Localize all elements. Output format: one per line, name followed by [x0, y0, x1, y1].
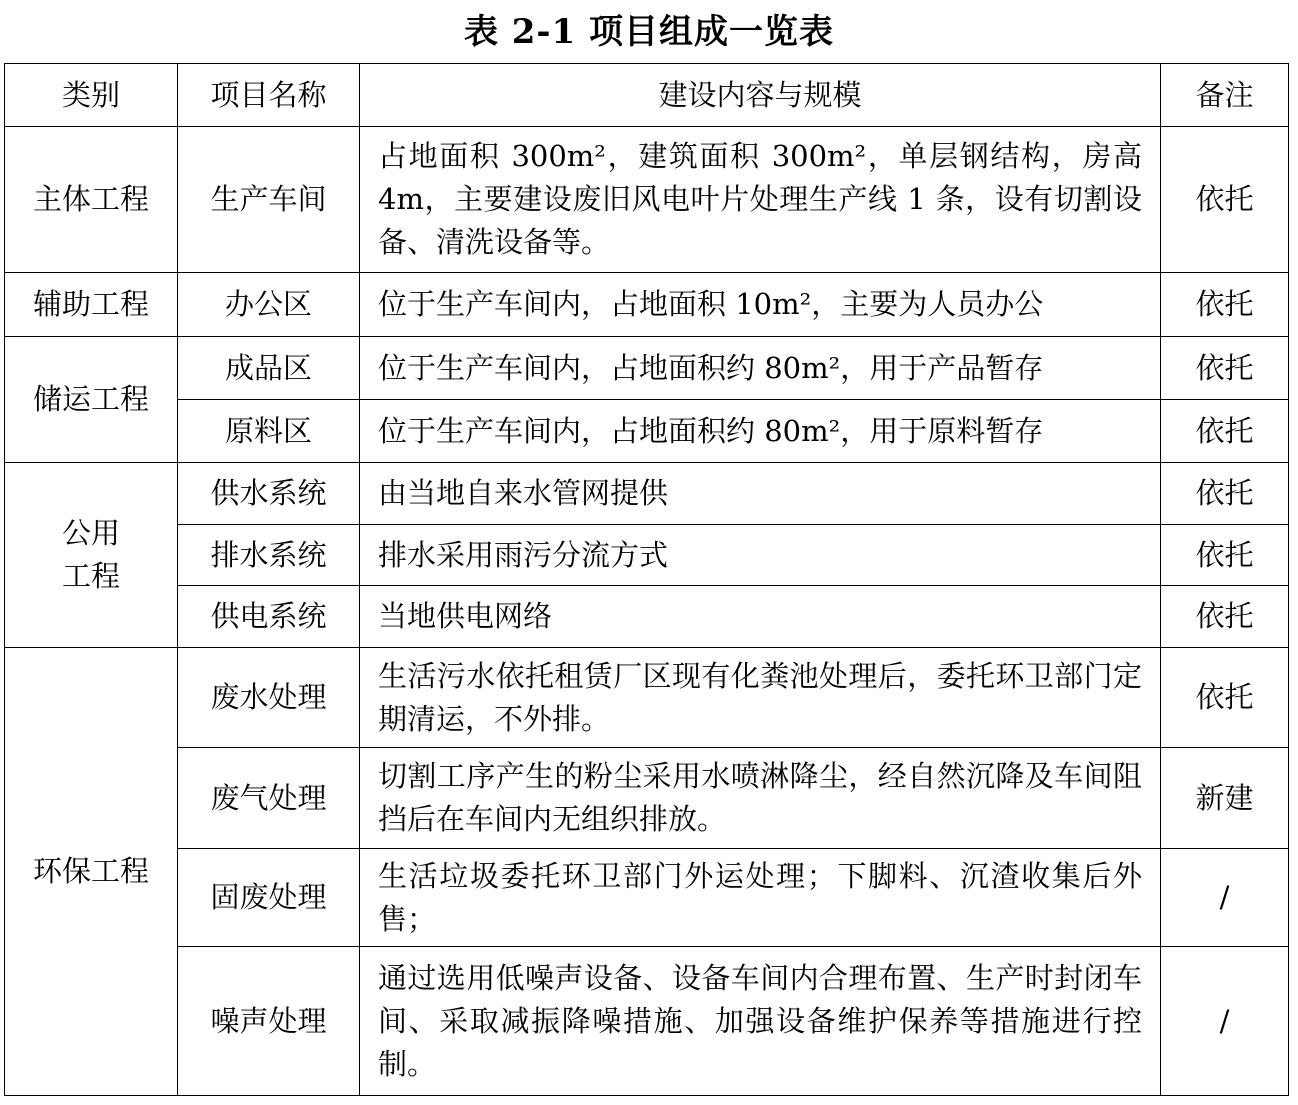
- table-row: [5, 648, 1289, 748]
- name-cell: 废水处理: [178, 648, 360, 748]
- name-cell: 固废处理: [178, 849, 360, 947]
- name-cell: 噪声处理: [178, 947, 360, 1096]
- content-cell: 通过选用低噪声设备、设备车间内合理布置、生产时封闭车间、采取减振降噪措施、加强设备维护保养等措施进行控制。: [360, 947, 1161, 1096]
- header-note: 备注: [1161, 64, 1289, 127]
- note-cell: /: [1161, 947, 1289, 1096]
- table-row: [5, 273, 1289, 337]
- table-header-row: [5, 64, 1289, 127]
- category-cell: 主体工程: [5, 127, 178, 273]
- note-cell: /: [1161, 849, 1289, 947]
- header-content: 建设内容与规模: [360, 64, 1161, 127]
- note-cell: 依托: [1161, 463, 1289, 525]
- content-cell: 占地面积 300m²，建筑面积 300m²，单层钢结构，房高 4m，主要建设废旧风电叶片处理生产线 1 条，设有切割设备、清洗设备等。: [360, 127, 1161, 273]
- name-cell: 供水系统: [178, 463, 360, 525]
- category-cell: 储运工程: [5, 337, 178, 463]
- category-cell: 辅助工程: [5, 273, 178, 337]
- note-cell: 依托: [1161, 337, 1289, 400]
- name-cell: 供电系统: [178, 586, 360, 648]
- content-cell: 切割工序产生的粉尘采用水喷淋降尘，经自然沉降及车间阻挡后在车间内无组织排放。: [360, 748, 1161, 849]
- note-cell: 新建: [1161, 748, 1289, 849]
- table-row: [5, 748, 1289, 849]
- content-cell: 位于生产车间内，占地面积约 80m²，用于原料暂存: [360, 400, 1161, 463]
- header-category: 类别: [5, 64, 178, 127]
- note-cell: 依托: [1161, 400, 1289, 463]
- note-cell: 依托: [1161, 273, 1289, 337]
- table-row: [5, 849, 1289, 947]
- table-row: [5, 947, 1289, 1096]
- name-cell: 生产车间: [178, 127, 360, 273]
- name-cell: 排水系统: [178, 525, 360, 586]
- content-cell: 生活垃圾委托环卫部门外运处理；下脚料、沉渣收集后外售；: [360, 849, 1161, 947]
- table-row: [5, 586, 1289, 648]
- table-row: [5, 525, 1289, 586]
- content-cell: 生活污水依托租赁厂区现有化粪池处理后，委托环卫部门定期清运，不外排。: [360, 648, 1161, 748]
- note-cell: 依托: [1161, 127, 1289, 273]
- content-cell: 位于生产车间内，占地面积约 80m²，用于产品暂存: [360, 337, 1161, 400]
- category-cell: [5, 463, 178, 648]
- name-cell: 废气处理: [178, 748, 360, 849]
- table-row: [5, 463, 1289, 525]
- name-cell: 成品区: [178, 337, 360, 400]
- name-cell: 原料区: [178, 400, 360, 463]
- project-composition-table: [4, 63, 1289, 1096]
- content-cell: 当地供电网络: [360, 586, 1161, 648]
- table-row: [5, 400, 1289, 463]
- note-cell: 依托: [1161, 525, 1289, 586]
- content-cell: 排水采用雨污分流方式: [360, 525, 1161, 586]
- content-cell: 位于生产车间内，占地面积 10m²，主要为人员办公: [360, 273, 1161, 337]
- table-row: [5, 337, 1289, 400]
- content-cell: 由当地自来水管网提供: [360, 463, 1161, 525]
- table-title: 表 2-1 项目组成一览表: [463, 12, 835, 52]
- table-row: [5, 127, 1289, 273]
- note-cell: 依托: [1161, 586, 1289, 648]
- category-cell: 环保工程: [5, 648, 178, 1096]
- note-cell: 依托: [1161, 648, 1289, 748]
- header-name: 项目名称: [178, 64, 360, 127]
- category-text: 公用工程: [61, 516, 120, 593]
- name-cell: 办公区: [178, 273, 360, 337]
